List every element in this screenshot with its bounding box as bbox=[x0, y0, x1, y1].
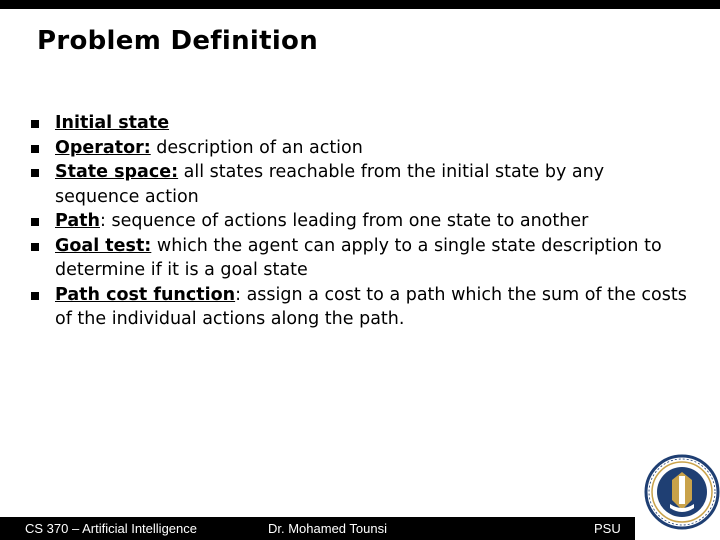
square-bullet-icon bbox=[31, 120, 39, 128]
bullet-item bbox=[28, 160, 693, 209]
footer-author: Dr. Mohamed Tounsi bbox=[268, 521, 387, 536]
bullet-item bbox=[28, 209, 693, 234]
square-bullet-icon bbox=[31, 169, 39, 177]
bullet-term: Path cost function bbox=[55, 284, 236, 305]
bullet-item bbox=[28, 136, 693, 161]
square-bullet-icon bbox=[31, 145, 39, 153]
square-bullet-icon bbox=[31, 292, 39, 300]
bullet-text: : assign a cost to a path which the sum of the costs of the individual actions along the path. bbox=[55, 284, 687, 329]
university-seal-icon bbox=[644, 442, 720, 538]
bullet-term: Goal test: bbox=[55, 235, 152, 256]
bullet-term: Path bbox=[55, 211, 100, 231]
square-bullet-icon bbox=[31, 218, 39, 226]
bullet-term: State space: bbox=[55, 162, 179, 182]
bullet-item bbox=[28, 234, 693, 283]
bullet-term: Initial state bbox=[55, 113, 170, 133]
footer-course: CS 370 – Artificial Intelligence bbox=[25, 521, 197, 536]
slide-title: Problem Definition bbox=[37, 26, 319, 56]
bullet-text: description of an action bbox=[150, 137, 363, 158]
bullet-item bbox=[28, 111, 693, 136]
bullet-text: : sequence of actions leading from one state to another bbox=[100, 211, 589, 231]
top-bar bbox=[0, 0, 720, 9]
bullet-text: which the agent can apply to a single state description to determine if it is a goal state bbox=[55, 235, 662, 280]
bullet-text: all states reachable from the initial state by any sequence action bbox=[55, 162, 605, 207]
bullet-list bbox=[28, 111, 693, 332]
bullet-item bbox=[28, 283, 693, 332]
square-bullet-icon bbox=[31, 243, 39, 251]
footer-bar bbox=[0, 517, 635, 540]
bullet-term: Operator: bbox=[55, 137, 151, 158]
footer-institution: PSU bbox=[594, 521, 621, 536]
